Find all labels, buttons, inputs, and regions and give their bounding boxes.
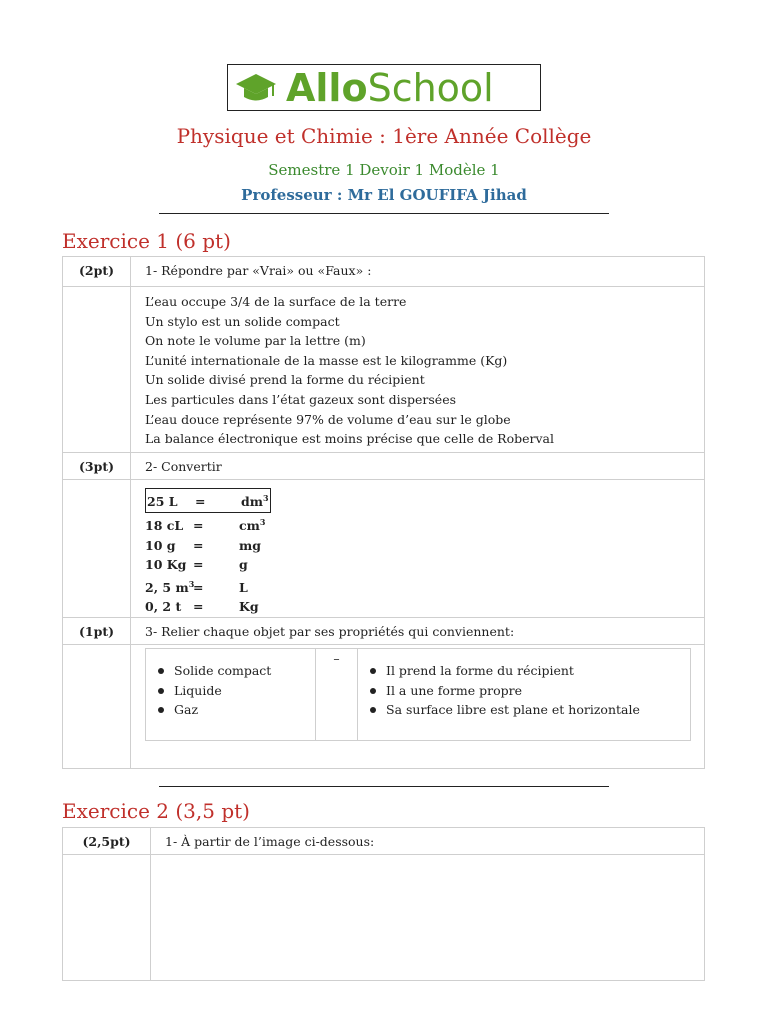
exercise2-title: Exercice 2 (3,5 pt) xyxy=(62,799,250,823)
exercise2-table xyxy=(62,827,705,981)
logo-text: AlloSchool xyxy=(286,65,494,110)
divider xyxy=(159,213,609,214)
ex2-q1-points: (2,5pt) xyxy=(63,828,151,855)
statement: L’unité internationale de la masse est le kilogramme (Kg) xyxy=(145,352,508,368)
q3-prompt: 3- Relier chaque objet par ses propriétés qui conviennent: xyxy=(131,618,705,645)
q2-prompt: 2- Convertir xyxy=(131,453,705,480)
list-item: Gaz xyxy=(146,700,315,720)
graduation-cap-icon xyxy=(232,68,280,108)
image-area xyxy=(151,855,705,981)
conversion-row: 25 $L = dm^3$ xyxy=(145,488,704,513)
list-item: Il prend la forme du récipient xyxy=(358,661,690,681)
matching-table xyxy=(145,648,691,741)
conversion-row: 2, 5 $m^3= L$ xyxy=(145,578,248,595)
list-item: Liquide xyxy=(146,681,315,701)
exercise1-table xyxy=(62,256,705,769)
page-subtitle: Semestre 1 Devoir 1 Modèle 1 xyxy=(268,161,500,179)
objects-list xyxy=(146,661,315,720)
statement: Un stylo est un solide compact xyxy=(145,313,340,329)
q1-points: (2pt) xyxy=(63,257,131,287)
list-item: Sa surface libre est plane et horizontale xyxy=(358,700,690,720)
statement: On note le volume par la lettre (m) xyxy=(145,333,366,349)
page-title: Physique et Chimie : 1ère Année Collège xyxy=(176,124,592,148)
q2-points: (3pt) xyxy=(63,453,131,480)
statement: L’eau douce représente 97% de volume d’eau sur le globe xyxy=(145,411,511,427)
middle-dash: – xyxy=(316,649,358,741)
conversion-row: 10 Kg = g xyxy=(145,557,248,573)
conversion-row: 0, 2 t = Kg xyxy=(145,599,259,615)
statement: Les particules dans l’état gazeux sont dispersées xyxy=(145,391,457,407)
q3-points: (1pt) xyxy=(63,618,131,645)
statement: Un solide divisé prend la forme du récipient xyxy=(145,372,425,388)
conversion-row: 18 cL = $cm^3$ xyxy=(145,516,266,533)
statement: La balance électronique est moins précise que celle de Roberval xyxy=(145,431,555,447)
true-false-statements xyxy=(145,292,704,449)
statement: L’eau occupe 3/4 de la surface de la terre xyxy=(145,294,407,309)
exercise1-title: Exercice 1 (6 pt) xyxy=(62,229,231,253)
list-item: Il a une forme propre xyxy=(358,681,690,701)
q1-prompt: 1- Répondre par «Vrai» ou «Faux» : xyxy=(131,257,705,287)
logo xyxy=(227,64,541,111)
properties-list xyxy=(358,661,690,720)
professor-name: Professeur : Mr El GOUFIFA Jihad xyxy=(241,186,527,204)
conversion-row: 10 g = mg xyxy=(145,537,261,553)
ex2-q1-prompt: 1- À partir de l’image ci-dessous: xyxy=(151,828,705,855)
divider xyxy=(159,786,609,787)
conversion-list xyxy=(145,488,704,617)
list-item: Solide compact xyxy=(146,661,315,681)
